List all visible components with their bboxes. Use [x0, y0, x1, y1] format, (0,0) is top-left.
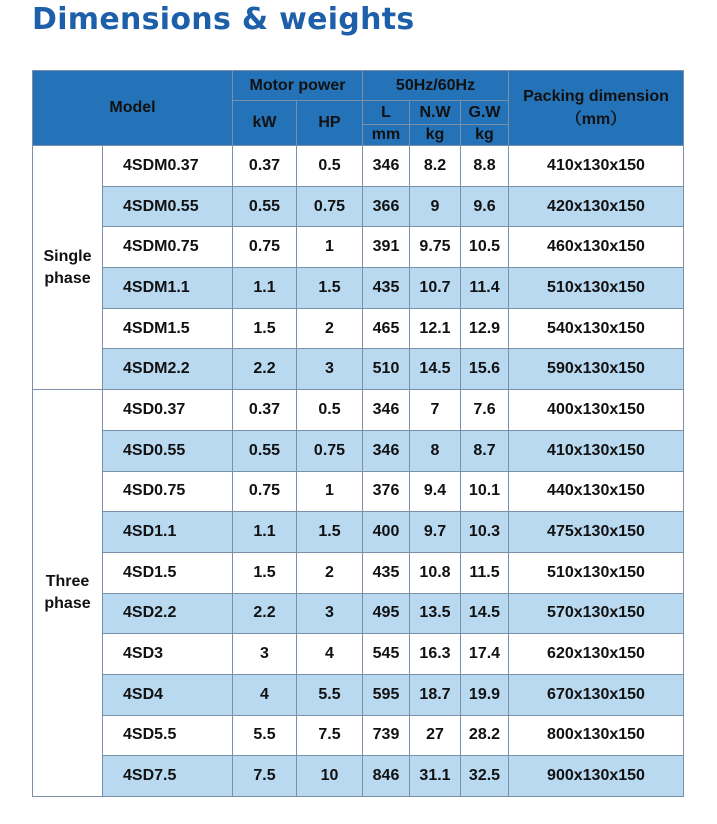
cell-length: 391: [363, 227, 410, 268]
header-hp: HP: [297, 101, 363, 146]
header-unit-kg-gw: kg: [461, 125, 509, 146]
cell-model: 4SD5.5: [103, 715, 233, 756]
cell-net-weight: 13.5: [410, 593, 461, 634]
cell-kw: 3: [233, 634, 297, 675]
header-unit-kg-nw: kg: [410, 125, 461, 146]
cell-model: 4SD1.1: [103, 512, 233, 553]
cell-packing-dimension: 440x130x150: [509, 471, 684, 512]
cell-net-weight: 9.75: [410, 227, 461, 268]
table-row: [33, 430, 684, 471]
cell-net-weight: 9.7: [410, 512, 461, 553]
cell-net-weight: 7: [410, 390, 461, 431]
table-row: [33, 552, 684, 593]
cell-hp: 10: [297, 756, 363, 797]
phase-label: [33, 390, 103, 797]
cell-model: 4SDM2.2: [103, 349, 233, 390]
cell-kw: 1.1: [233, 512, 297, 553]
cell-packing-dimension: 460x130x150: [509, 227, 684, 268]
cell-length: 595: [363, 674, 410, 715]
table-header: [33, 71, 684, 146]
phase-label-line1: Single: [43, 247, 92, 265]
cell-net-weight: 10.7: [410, 268, 461, 309]
cell-packing-dimension: 800x130x150: [509, 715, 684, 756]
cell-model: 4SD0.55: [103, 430, 233, 471]
cell-length: 346: [363, 390, 410, 431]
header-gross-weight: G.W: [461, 101, 509, 125]
header-packing-line2: （mm）: [565, 110, 627, 128]
cell-gross-weight: 10.1: [461, 471, 509, 512]
cell-net-weight: 9: [410, 186, 461, 227]
cell-hp: 3: [297, 349, 363, 390]
cell-gross-weight: 32.5: [461, 756, 509, 797]
cell-packing-dimension: 410x130x150: [509, 430, 684, 471]
cell-length: 545: [363, 634, 410, 675]
cell-kw: 0.75: [233, 471, 297, 512]
cell-gross-weight: 8.8: [461, 146, 509, 187]
cell-length: 346: [363, 430, 410, 471]
cell-gross-weight: 12.9: [461, 308, 509, 349]
phase-label-line1: Three: [45, 573, 90, 591]
cell-model: 4SD4: [103, 674, 233, 715]
table-row: [33, 756, 684, 797]
cell-packing-dimension: 510x130x150: [509, 552, 684, 593]
cell-gross-weight: 11.5: [461, 552, 509, 593]
phase-label-line2: phase: [44, 595, 91, 613]
table-row: [33, 186, 684, 227]
table-row: [33, 674, 684, 715]
cell-gross-weight: 10.3: [461, 512, 509, 553]
header-unit-mm: mm: [363, 125, 410, 146]
table-body: [33, 146, 684, 797]
cell-gross-weight: 10.5: [461, 227, 509, 268]
table-row: [33, 634, 684, 675]
table-row: [33, 268, 684, 309]
phase-label: [33, 146, 103, 390]
cell-length: 510: [363, 349, 410, 390]
cell-length: 435: [363, 268, 410, 309]
cell-hp: 7.5: [297, 715, 363, 756]
cell-length: 346: [363, 146, 410, 187]
dimensions-weights-table: [32, 70, 684, 797]
cell-kw: 0.37: [233, 146, 297, 187]
cell-hp: 0.5: [297, 390, 363, 431]
cell-net-weight: 8.2: [410, 146, 461, 187]
cell-net-weight: 10.8: [410, 552, 461, 593]
cell-length: 435: [363, 552, 410, 593]
cell-packing-dimension: 510x130x150: [509, 268, 684, 309]
cell-model: 4SD3: [103, 634, 233, 675]
cell-model: 4SD2.2: [103, 593, 233, 634]
cell-net-weight: 31.1: [410, 756, 461, 797]
cell-gross-weight: 7.6: [461, 390, 509, 431]
cell-gross-weight: 9.6: [461, 186, 509, 227]
cell-gross-weight: 19.9: [461, 674, 509, 715]
cell-hp: 0.75: [297, 186, 363, 227]
cell-hp: 3: [297, 593, 363, 634]
cell-kw: 0.37: [233, 390, 297, 431]
header-model: Model: [33, 71, 233, 146]
cell-length: 465: [363, 308, 410, 349]
cell-packing-dimension: 475x130x150: [509, 512, 684, 553]
page-title: Dimensions & weights: [32, 2, 415, 37]
cell-length: 400: [363, 512, 410, 553]
header-motor-power: Motor power: [233, 71, 363, 101]
header-kw: kW: [233, 101, 297, 146]
cell-hp: 1.5: [297, 268, 363, 309]
cell-kw: 0.55: [233, 430, 297, 471]
cell-hp: 5.5: [297, 674, 363, 715]
table-row: [33, 349, 684, 390]
cell-model: 4SDM0.37: [103, 146, 233, 187]
header-packing-line1: Packing dimension: [523, 87, 669, 105]
cell-model: 4SD7.5: [103, 756, 233, 797]
cell-kw: 1.1: [233, 268, 297, 309]
cell-net-weight: 14.5: [410, 349, 461, 390]
cell-hp: 1: [297, 471, 363, 512]
cell-length: 376: [363, 471, 410, 512]
cell-model: 4SDM1.5: [103, 308, 233, 349]
table-row: [33, 227, 684, 268]
cell-gross-weight: 14.5: [461, 593, 509, 634]
cell-packing-dimension: 410x130x150: [509, 146, 684, 187]
header-frequency: 50Hz/60Hz: [363, 71, 509, 101]
cell-hp: 0.75: [297, 430, 363, 471]
cell-gross-weight: 11.4: [461, 268, 509, 309]
cell-packing-dimension: 420x130x150: [509, 186, 684, 227]
cell-hp: 1: [297, 227, 363, 268]
cell-net-weight: 12.1: [410, 308, 461, 349]
cell-kw: 0.55: [233, 186, 297, 227]
table-row: [33, 715, 684, 756]
cell-length: 495: [363, 593, 410, 634]
cell-kw: 4: [233, 674, 297, 715]
cell-net-weight: 16.3: [410, 634, 461, 675]
table-row: [33, 512, 684, 553]
cell-net-weight: 18.7: [410, 674, 461, 715]
table-row: [33, 308, 684, 349]
cell-packing-dimension: 400x130x150: [509, 390, 684, 431]
cell-net-weight: 8: [410, 430, 461, 471]
cell-gross-weight: 15.6: [461, 349, 509, 390]
header-packing-dimension: [509, 71, 684, 146]
table-row: [33, 471, 684, 512]
cell-kw: 1.5: [233, 308, 297, 349]
cell-packing-dimension: 540x130x150: [509, 308, 684, 349]
cell-length: 366: [363, 186, 410, 227]
cell-model: 4SD0.37: [103, 390, 233, 431]
cell-gross-weight: 28.2: [461, 715, 509, 756]
header-net-weight: N.W: [410, 101, 461, 125]
cell-packing-dimension: 900x130x150: [509, 756, 684, 797]
phase-label-line2: phase: [44, 269, 91, 287]
cell-model: 4SD0.75: [103, 471, 233, 512]
cell-kw: 5.5: [233, 715, 297, 756]
cell-model: 4SD1.5: [103, 552, 233, 593]
table-row: [33, 593, 684, 634]
cell-kw: 2.2: [233, 349, 297, 390]
cell-hp: 0.5: [297, 146, 363, 187]
cell-hp: 2: [297, 308, 363, 349]
cell-gross-weight: 17.4: [461, 634, 509, 675]
table-row: [33, 390, 684, 431]
cell-kw: 0.75: [233, 227, 297, 268]
cell-model: 4SDM0.75: [103, 227, 233, 268]
cell-packing-dimension: 670x130x150: [509, 674, 684, 715]
cell-model: 4SDM0.55: [103, 186, 233, 227]
cell-packing-dimension: 570x130x150: [509, 593, 684, 634]
cell-hp: 4: [297, 634, 363, 675]
cell-hp: 2: [297, 552, 363, 593]
cell-net-weight: 27: [410, 715, 461, 756]
cell-kw: 7.5: [233, 756, 297, 797]
cell-model: 4SDM1.1: [103, 268, 233, 309]
cell-length: 739: [363, 715, 410, 756]
cell-kw: 2.2: [233, 593, 297, 634]
cell-length: 846: [363, 756, 410, 797]
cell-gross-weight: 8.7: [461, 430, 509, 471]
cell-hp: 1.5: [297, 512, 363, 553]
cell-packing-dimension: 590x130x150: [509, 349, 684, 390]
table-row: [33, 146, 684, 187]
cell-net-weight: 9.4: [410, 471, 461, 512]
cell-kw: 1.5: [233, 552, 297, 593]
header-length: L: [363, 101, 410, 125]
cell-packing-dimension: 620x130x150: [509, 634, 684, 675]
